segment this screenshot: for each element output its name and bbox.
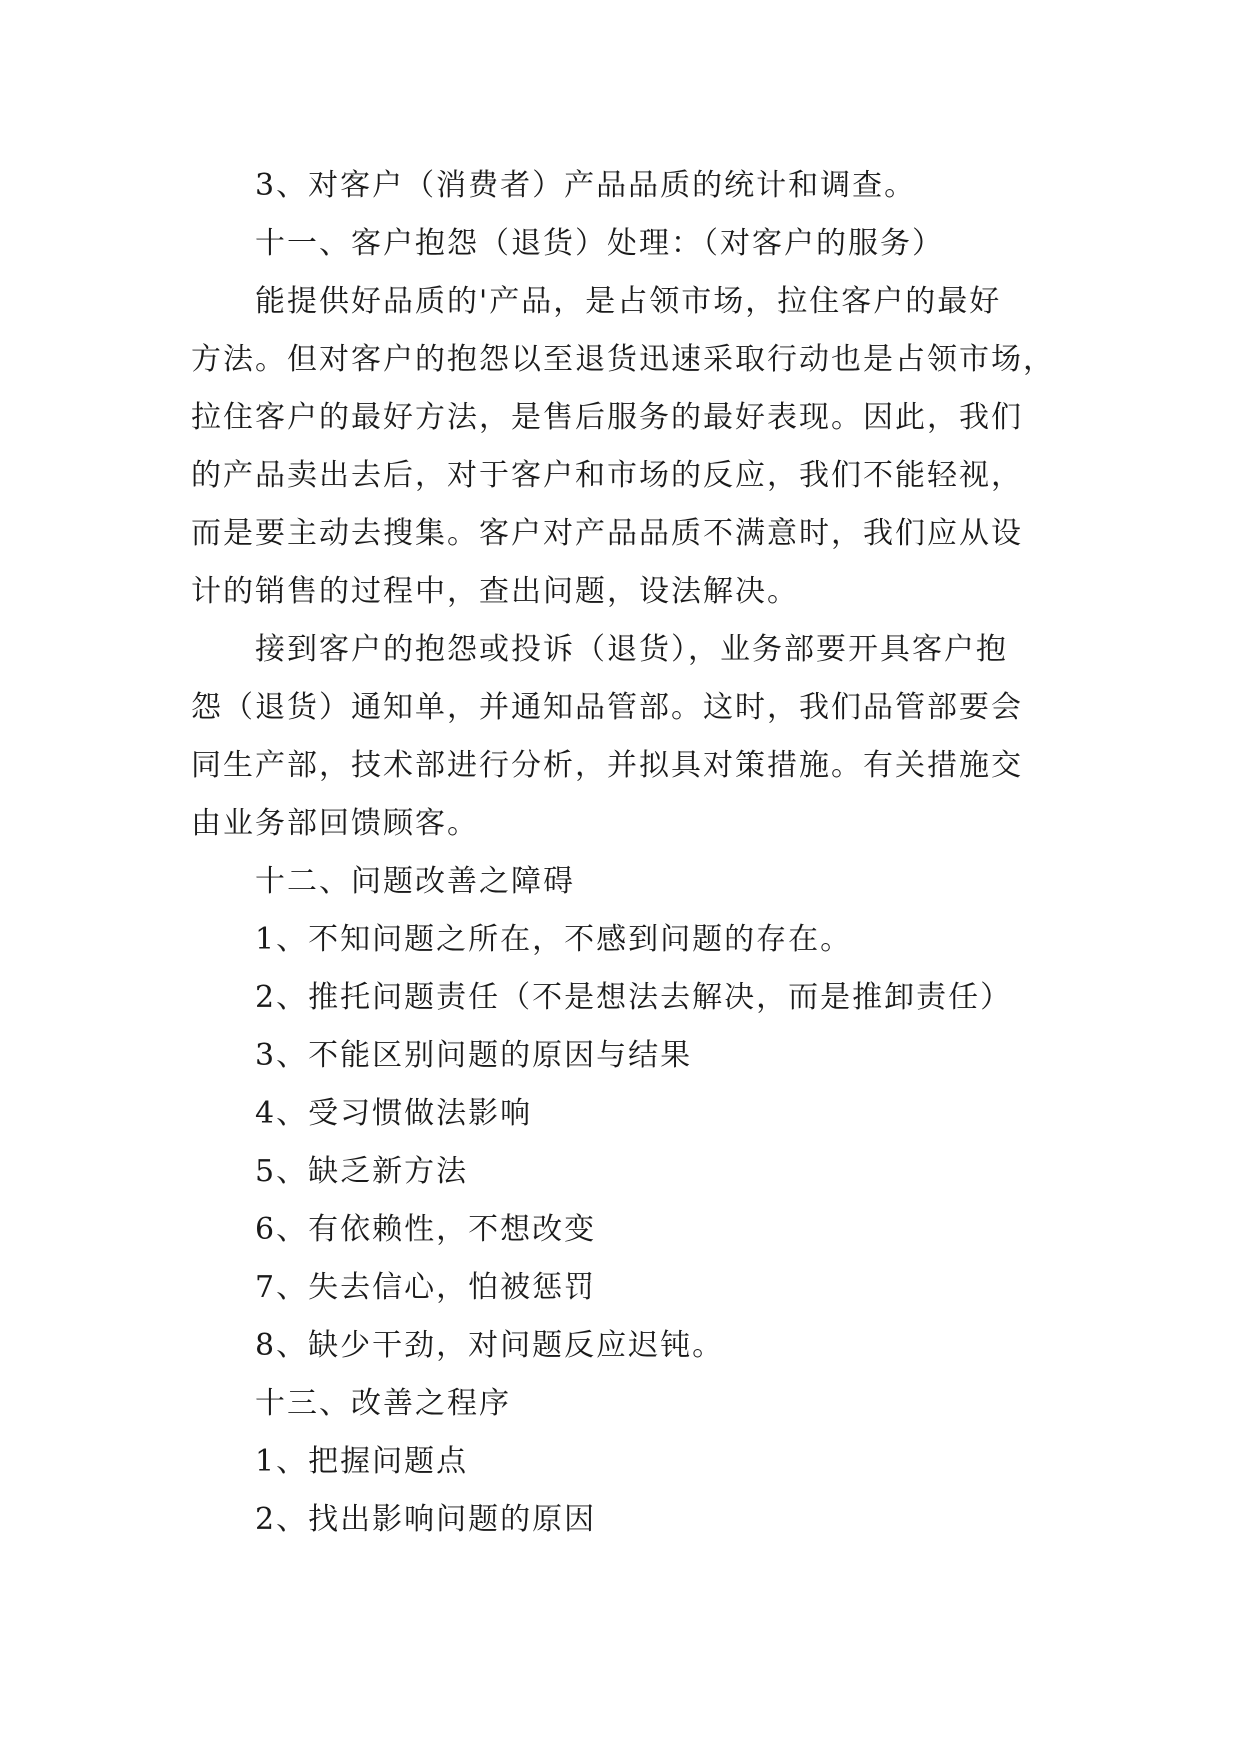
- list-item: 3、不能区别问题的原因与结果: [255, 1038, 693, 1073]
- list-item: 5、缺乏新方法: [255, 1154, 469, 1189]
- paragraph-line: 能提供好品质的'产品，是占领市场，拉住客户的最好: [255, 284, 1002, 319]
- list-item: 4、受习惯做法影响: [255, 1096, 533, 1131]
- list-item: 7、失去信心，怕被惩罚: [255, 1270, 597, 1305]
- section-heading-11: 十一、客户抱怨（退货）处理：（对客户的服务）: [255, 226, 944, 261]
- list-item: 6、有依赖性，不想改变: [255, 1212, 597, 1247]
- section-heading-12: 十二、问题改善之障碍: [255, 864, 575, 899]
- section-heading-13: 十三、改善之程序: [255, 1386, 511, 1421]
- paragraph-line: 而是要主动去搜集。客户对产品品质不满意时，我们应从设: [191, 516, 1023, 551]
- paragraph-line: 拉住客户的最好方法，是售后服务的最好表现。因此，我们: [191, 400, 1023, 435]
- list-item: 8、缺少干劲，对问题反应迟钝。: [255, 1328, 725, 1363]
- list-item: 1、把握问题点: [255, 1444, 469, 1479]
- paragraph-line: 方法。但对客户的抱怨以至退货迅速采取行动也是占领市场，: [191, 342, 1055, 377]
- document-body: [191, 157, 1053, 1549]
- list-item: 2、推托问题责任（不是想法去解决，而是推卸责任）: [255, 980, 1013, 1015]
- paragraph-line: 接到客户的抱怨或投诉（退货），业务部要开具客户抱: [255, 632, 1008, 667]
- paragraph-line: 同生产部，技术部进行分析，并拟具对策措施。有关措施交: [191, 748, 1023, 783]
- paragraph-line: 怨（退货）通知单，并通知品管部。这时，我们品管部要会: [191, 690, 1023, 725]
- list-item-customer-quality-survey: 3、对客户（消费者）产品品质的统计和调查。: [255, 168, 917, 203]
- list-item: 1、不知问题之所在，不感到问题的存在。: [255, 922, 853, 957]
- paragraph-line: 的产品卖出去后，对于客户和市场的反应，我们不能轻视，: [191, 458, 1023, 493]
- paragraph-line: 计的销售的过程中，查出问题，设法解决。: [191, 574, 799, 609]
- list-item: 2、找出影响问题的原因: [255, 1502, 597, 1537]
- paragraph-line: 由业务部回馈顾客。: [191, 806, 479, 841]
